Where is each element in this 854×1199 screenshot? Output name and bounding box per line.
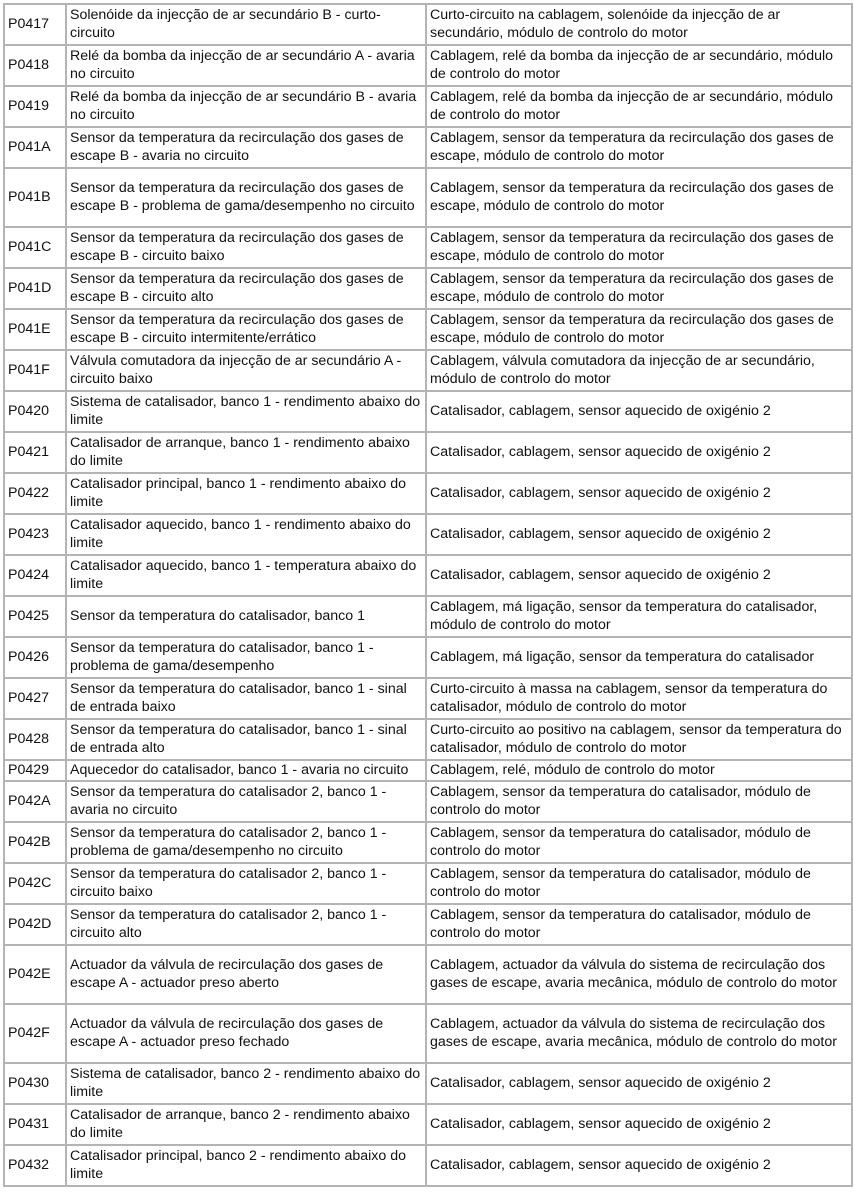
- dtc-table-body: [5, 5, 853, 1187]
- dtc-possible-causes-cell: Cablagem, relé da bomba da injecção de ar secundário, módulo de controlo do motor: [427, 46, 853, 87]
- table-row: [5, 169, 853, 228]
- dtc-possible-causes-cell: Catalisador, cablagem, sensor aquecido de oxigénio 2: [427, 433, 853, 474]
- dtc-code-cell: P041A: [5, 128, 67, 169]
- table-row: [5, 761, 853, 782]
- dtc-code-cell: P0425: [5, 597, 67, 638]
- dtc-code-cell: P0428: [5, 720, 67, 761]
- table-row: [5, 5, 853, 46]
- dtc-code-cell: P042F: [5, 1005, 67, 1064]
- table-row: [5, 474, 853, 515]
- table-row: [5, 351, 853, 392]
- dtc-possible-causes-cell: Cablagem, relé da bomba da injecção de ar secundário, módulo de controlo do motor: [427, 87, 853, 128]
- table-row: [5, 269, 853, 310]
- table-row: [5, 905, 853, 946]
- dtc-possible-causes-cell: Cablagem, sensor da temperatura da recirculação dos gases de escape, módulo de controlo do motor: [427, 310, 853, 351]
- dtc-description-cell: Relé da bomba da injecção de ar secundário B - avaria no circuito: [67, 87, 427, 128]
- dtc-description-cell: Sensor da temperatura do catalisador 2, banco 1 - circuito baixo: [67, 864, 427, 905]
- table-row: [5, 433, 853, 474]
- dtc-code-cell: P041B: [5, 169, 67, 228]
- dtc-description-cell: Catalisador de arranque, banco 1 - rendimento abaixo do limite: [67, 433, 427, 474]
- dtc-code-cell: P042E: [5, 946, 67, 1005]
- dtc-code-cell: P0429: [5, 761, 67, 782]
- dtc-code-cell: P041E: [5, 310, 67, 351]
- dtc-possible-causes-cell: Cablagem, relé, módulo de controlo do motor: [427, 761, 853, 782]
- dtc-possible-causes-cell: Catalisador, cablagem, sensor aquecido de oxigénio 2: [427, 1146, 853, 1187]
- dtc-possible-causes-cell: Cablagem, sensor da temperatura do catalisador, módulo de controlo do motor: [427, 905, 853, 946]
- table-row: [5, 46, 853, 87]
- dtc-description-cell: Sensor da temperatura do catalisador 2, banco 1 - avaria no circuito: [67, 782, 427, 823]
- dtc-possible-causes-cell: Catalisador, cablagem, sensor aquecido de oxigénio 2: [427, 1105, 853, 1146]
- dtc-description-cell: Sensor da temperatura do catalisador, banco 1 - problema de gama/desempenho: [67, 638, 427, 679]
- dtc-possible-causes-cell: Cablagem, má ligação, sensor da temperatura do catalisador: [427, 638, 853, 679]
- dtc-description-cell: Sensor da temperatura do catalisador 2, banco 1 - circuito alto: [67, 905, 427, 946]
- table-row: [5, 864, 853, 905]
- dtc-description-cell: Solenóide da injecção de ar secundário B - curto-circuito: [67, 5, 427, 46]
- dtc-possible-causes-cell: Curto-circuito à massa na cablagem, sensor da temperatura do catalisador, módulo de controlo do motor: [427, 679, 853, 720]
- dtc-code-cell: P042C: [5, 864, 67, 905]
- dtc-description-cell: Catalisador aquecido, banco 1 - temperatura abaixo do limite: [67, 556, 427, 597]
- table-row: [5, 515, 853, 556]
- dtc-description-cell: Catalisador aquecido, banco 1 - rendimento abaixo do limite: [67, 515, 427, 556]
- dtc-description-cell: Sensor da temperatura da recirculação dos gases de escape B - circuito baixo: [67, 228, 427, 269]
- dtc-possible-causes-cell: Cablagem, sensor da temperatura da recirculação dos gases de escape, módulo de controlo do motor: [427, 269, 853, 310]
- table-row: [5, 1005, 853, 1064]
- dtc-code-cell: P0430: [5, 1064, 67, 1105]
- dtc-possible-causes-cell: Curto-circuito ao positivo na cablagem, sensor da temperatura do catalisador, módulo de controlo do motor: [427, 720, 853, 761]
- dtc-code-cell: P0417: [5, 5, 67, 46]
- dtc-possible-causes-cell: Curto-circuito na cablagem, solenóide da injecção de ar secundário, módulo de controlo do motor: [427, 5, 853, 46]
- dtc-code-cell: P0426: [5, 638, 67, 679]
- dtc-code-cell: P042A: [5, 782, 67, 823]
- dtc-possible-causes-cell: Cablagem, sensor da temperatura da recirculação dos gases de escape, módulo de controlo do motor: [427, 169, 853, 228]
- dtc-possible-causes-cell: Cablagem, actuador da válvula do sistema de recirculação dos gases de escape, avaria mecânica, módulo de controlo do motor: [427, 946, 853, 1005]
- dtc-description-cell: Sensor da temperatura do catalisador, banco 1: [67, 597, 427, 638]
- dtc-possible-causes-cell: Catalisador, cablagem, sensor aquecido de oxigénio 2: [427, 556, 853, 597]
- dtc-code-cell: P042D: [5, 905, 67, 946]
- dtc-code-cell: P042B: [5, 823, 67, 864]
- dtc-possible-causes-cell: Cablagem, sensor da temperatura do catalisador, módulo de controlo do motor: [427, 864, 853, 905]
- dtc-description-cell: Catalisador principal, banco 2 - rendimento abaixo do limite: [67, 1146, 427, 1187]
- dtc-possible-causes-cell: Cablagem, sensor da temperatura do catalisador, módulo de controlo do motor: [427, 823, 853, 864]
- dtc-description-cell: Sistema de catalisador, banco 2 - rendimento abaixo do limite: [67, 1064, 427, 1105]
- dtc-code-cell: P0420: [5, 392, 67, 433]
- dtc-description-cell: Actuador da válvula de recirculação dos gases de escape A - actuador preso aberto: [67, 946, 427, 1005]
- dtc-possible-causes-cell: Catalisador, cablagem, sensor aquecido de oxigénio 2: [427, 1064, 853, 1105]
- dtc-description-cell: Sensor da temperatura do catalisador 2, banco 1 - problema de gama/desempenho no circuito: [67, 823, 427, 864]
- table-row: [5, 310, 853, 351]
- dtc-description-cell: Aquecedor do catalisador, banco 1 - avaria no circuito: [67, 761, 427, 782]
- dtc-code-cell: P0431: [5, 1105, 67, 1146]
- dtc-code-cell: P0432: [5, 1146, 67, 1187]
- dtc-description-cell: Sensor da temperatura do catalisador, banco 1 - sinal de entrada baixo: [67, 679, 427, 720]
- table-row: [5, 1146, 853, 1187]
- dtc-code-cell: P0423: [5, 515, 67, 556]
- table-row: [5, 1064, 853, 1105]
- dtc-code-cell: P041C: [5, 228, 67, 269]
- dtc-code-cell: P0422: [5, 474, 67, 515]
- dtc-possible-causes-cell: Catalisador, cablagem, sensor aquecido de oxigénio 2: [427, 515, 853, 556]
- dtc-description-cell: Relé da bomba da injecção de ar secundário A - avaria no circuito: [67, 46, 427, 87]
- table-row: [5, 638, 853, 679]
- dtc-description-cell: Sistema de catalisador, banco 1 - rendimento abaixo do limite: [67, 392, 427, 433]
- dtc-description-cell: Sensor da temperatura da recirculação dos gases de escape B - circuito intermitente/errático: [67, 310, 427, 351]
- dtc-description-cell: Actuador da válvula de recirculação dos gases de escape A - actuador preso fechado: [67, 1005, 427, 1064]
- table-row: [5, 679, 853, 720]
- table-row: [5, 228, 853, 269]
- table-row: [5, 128, 853, 169]
- dtc-code-cell: P0418: [5, 46, 67, 87]
- dtc-possible-causes-cell: Cablagem, má ligação, sensor da temperatura do catalisador, módulo de controlo do motor: [427, 597, 853, 638]
- table-row: [5, 556, 853, 597]
- dtc-possible-causes-cell: Cablagem, sensor da temperatura da recirculação dos gases de escape, módulo de controlo do motor: [427, 128, 853, 169]
- dtc-code-cell: P0424: [5, 556, 67, 597]
- dtc-code-cell: P0419: [5, 87, 67, 128]
- dtc-description-cell: Sensor da temperatura do catalisador, banco 1 - sinal de entrada alto: [67, 720, 427, 761]
- table-row: [5, 87, 853, 128]
- table-row: [5, 946, 853, 1005]
- table-row: [5, 392, 853, 433]
- dtc-possible-causes-cell: Cablagem, sensor da temperatura da recirculação dos gases de escape, módulo de controlo do motor: [427, 228, 853, 269]
- dtc-description-cell: Válvula comutadora da injecção de ar secundário A - circuito baixo: [67, 351, 427, 392]
- dtc-possible-causes-cell: Catalisador, cablagem, sensor aquecido de oxigénio 2: [427, 474, 853, 515]
- dtc-code-cell: P041D: [5, 269, 67, 310]
- dtc-code-table: [3, 3, 853, 1187]
- dtc-code-cell: P0427: [5, 679, 67, 720]
- dtc-description-cell: Sensor da temperatura da recirculação dos gases de escape B - problema de gama/desempenho no circuito: [67, 169, 427, 228]
- table-row: [5, 597, 853, 638]
- dtc-description-cell: Catalisador de arranque, banco 2 - rendimento abaixo do limite: [67, 1105, 427, 1146]
- table-row: [5, 1105, 853, 1146]
- dtc-description-cell: Catalisador principal, banco 1 - rendimento abaixo do limite: [67, 474, 427, 515]
- table-row: [5, 720, 853, 761]
- dtc-possible-causes-cell: Cablagem, válvula comutadora da injecção de ar secundário, módulo de controlo do motor: [427, 351, 853, 392]
- dtc-possible-causes-cell: Catalisador, cablagem, sensor aquecido de oxigénio 2: [427, 392, 853, 433]
- dtc-description-cell: Sensor da temperatura da recirculação dos gases de escape B - avaria no circuito: [67, 128, 427, 169]
- dtc-description-cell: Sensor da temperatura da recirculação dos gases de escape B - circuito alto: [67, 269, 427, 310]
- dtc-possible-causes-cell: Cablagem, sensor da temperatura do catalisador, módulo de controlo do motor: [427, 782, 853, 823]
- dtc-code-cell: P041F: [5, 351, 67, 392]
- table-row: [5, 823, 853, 864]
- table-row: [5, 782, 853, 823]
- dtc-code-cell: P0421: [5, 433, 67, 474]
- dtc-possible-causes-cell: Cablagem, actuador da válvula do sistema de recirculação dos gases de escape, avaria mecânica, módulo de controlo do motor: [427, 1005, 853, 1064]
